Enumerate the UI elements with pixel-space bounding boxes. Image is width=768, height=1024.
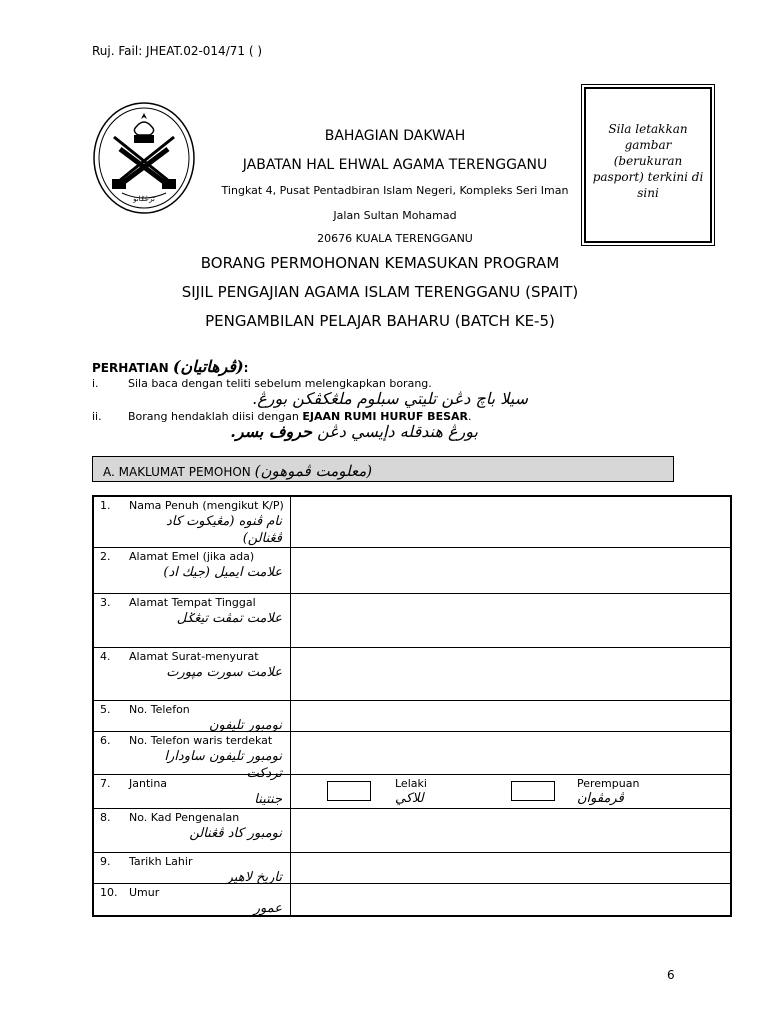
note-2-jawi: بورڠ هندقله دإيسي دڠن حروف بسر. [230,422,478,441]
gender-female-label: Perempuan [577,776,640,790]
notes-heading: PERHATIAN (ڤرهاتيان): [92,357,249,376]
section-a-header: A. MAKLUMAT PEMOHON (معلومت ڤموهون) [92,456,674,482]
table-row: 9. Tarikh Lahir تاريخ لاهير [93,852,731,883]
page-number: 6 [667,968,675,982]
next-of-kin-phone-field[interactable] [291,731,732,774]
gender-male-label: Lelaki [395,776,427,790]
phone-field[interactable] [291,700,732,731]
table-row: 10. Umur عمور [93,883,731,916]
gender-female-checkbox[interactable] [511,781,555,801]
note-2-text: Borang hendaklah diisi dengan EJAAN RUMI HURUF BESAR. [128,410,472,423]
table-row: 8. No. Kad Pengenalan نومبور كاد ڤڠنالن [93,808,731,852]
table-row [93,496,731,547]
table-row: 6. No. Telefon waris terdekat نومبور تليفون ساودارا تردکت [93,731,731,774]
photo-instruction: Sila letakkan gambar (berukuran pasport) terkini di sini [592,122,704,200]
birth-date-field[interactable] [291,852,732,883]
photo-placeholder-box[interactable] [584,87,712,243]
mailing-address-field[interactable] [291,647,732,700]
full-name-field[interactable] [291,496,732,547]
address-line-3: 20676 KUALA TERENGGANU [317,232,473,245]
department-name: JABATAN HAL EHWAL AGAMA TERENGGANU [242,157,548,173]
form-title-line-2: SIJIL PENGAJIAN AGAMA ISLAM TERENGGANU (SPAIT) [181,283,579,301]
division-name: BAHAGIAN DAKWAH [324,128,466,144]
gender-cell [291,774,732,808]
table-row: 3. Alamat Tempat Tinggal علامت تمڤت تيڠݢل [93,593,731,647]
state-crest-logo [92,101,196,215]
gender-female-jawi: ڤرمڤوان [577,790,624,806]
row-label-cell: 1. Nama Penuh (mengikut K/P) نام ڤنوه (مڠيكوت كاد ڤڠنالن) [93,496,291,547]
svg-text:ترڠݢانو: ترڠݢانو [133,195,155,203]
note-2-number: ii. [92,410,102,423]
table-row: 7. Jantina جنتينا Lelaki للاكي Perempuan ڤرمڤوان [93,774,731,808]
form-title-line-3: PENGAMBILAN PELAJAR BAHARU (BATCH KE-5) [205,312,555,330]
age-field[interactable] [291,883,732,916]
applicant-info-table [92,495,732,917]
form-title-line-1: BORANG PERMOHONAN KEMASUKAN PROGRAM [200,254,560,272]
table-row: 2. Alamat Emel (jika ada) علامت ايميل (جيك اد) [93,547,731,593]
gender-male-jawi: للاكي [395,790,424,806]
table-row: 4. Alamat Surat-menyurat علامت سورت مپورت [93,647,731,700]
address-line-1: Tingkat 4, Pusat Pentadbiran Islam Negeri, Kompleks Seri Iman [221,184,569,197]
address-line-2: Jalan Sultan Mohamad [333,209,457,222]
file-reference: Ruj. Fail: JHEAT.02-014/71 ( ) [92,44,262,58]
email-field[interactable] [291,547,732,593]
gender-male-checkbox[interactable] [327,781,371,801]
note-1-number: i. [92,377,99,390]
note-1-text: Sila baca dengan teliti sebelum melengkapkan borang. [128,377,432,390]
ic-number-field[interactable] [291,808,732,852]
table-row: 5. No. Telefon نومبور تليفون [93,700,731,731]
note-1-jawi: سيلا باچ دڠن تليتي سبلوم ملڠكڤكن بورڠ. [252,389,528,408]
home-address-field[interactable] [291,593,732,647]
